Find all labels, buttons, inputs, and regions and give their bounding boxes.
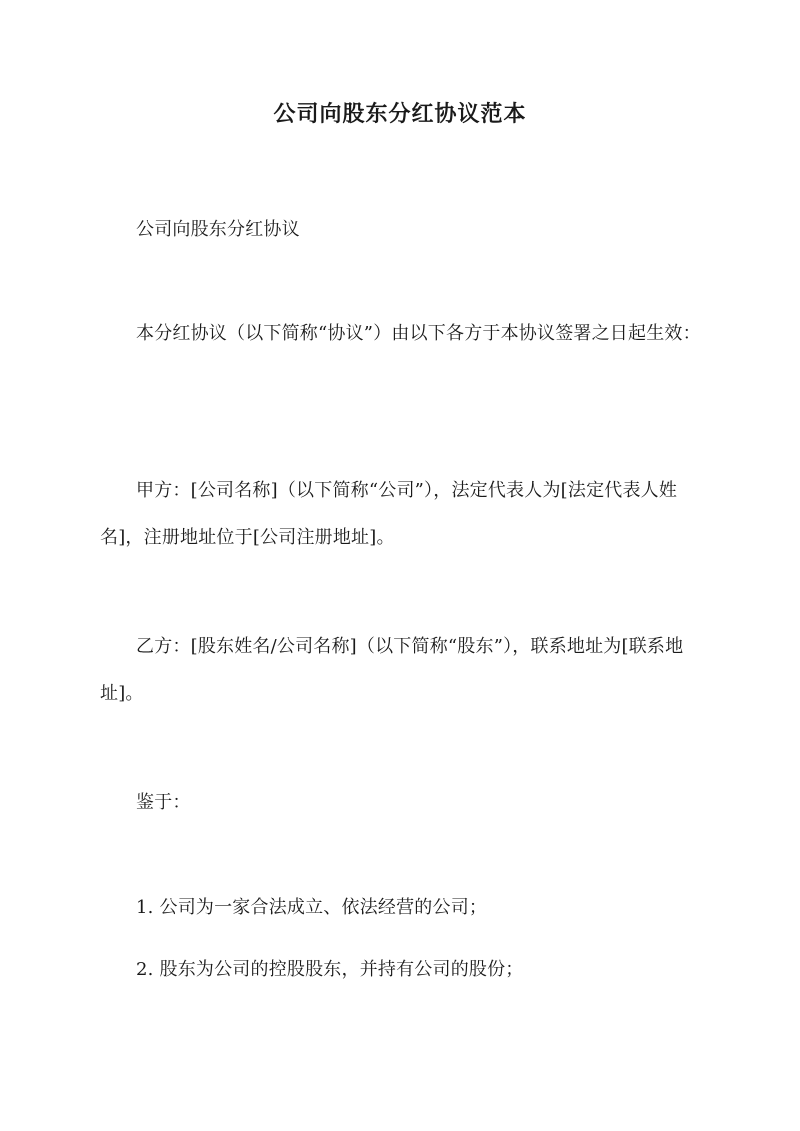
intro-paragraph: 本分红协议（以下简称“协议”）由以下各方于本协议签署之日起生效： <box>136 323 701 344</box>
document-title: 公司向股东分红协议范本 <box>273 101 527 127</box>
whereas-heading: 鉴于： <box>136 792 191 813</box>
recital-item: 2. 股东为公司的控股股东，并持有公司的股份； <box>136 959 524 980</box>
agreement-subtitle: 公司向股东分红协议 <box>136 219 300 240</box>
recital-item: 1. 公司为一家合法成立、依法经营的公司； <box>136 897 488 918</box>
party-b-paragraph: 乙方：[股东姓名/公司名称]（以下简称“股东”），联系地址为[联系地址]。 <box>100 636 684 704</box>
party-a-paragraph: 甲方：[公司名称]（以下简称“公司”），法定代表人为[法定代表人姓名]，注册地址位于[公司注册地址]。 <box>100 480 678 548</box>
